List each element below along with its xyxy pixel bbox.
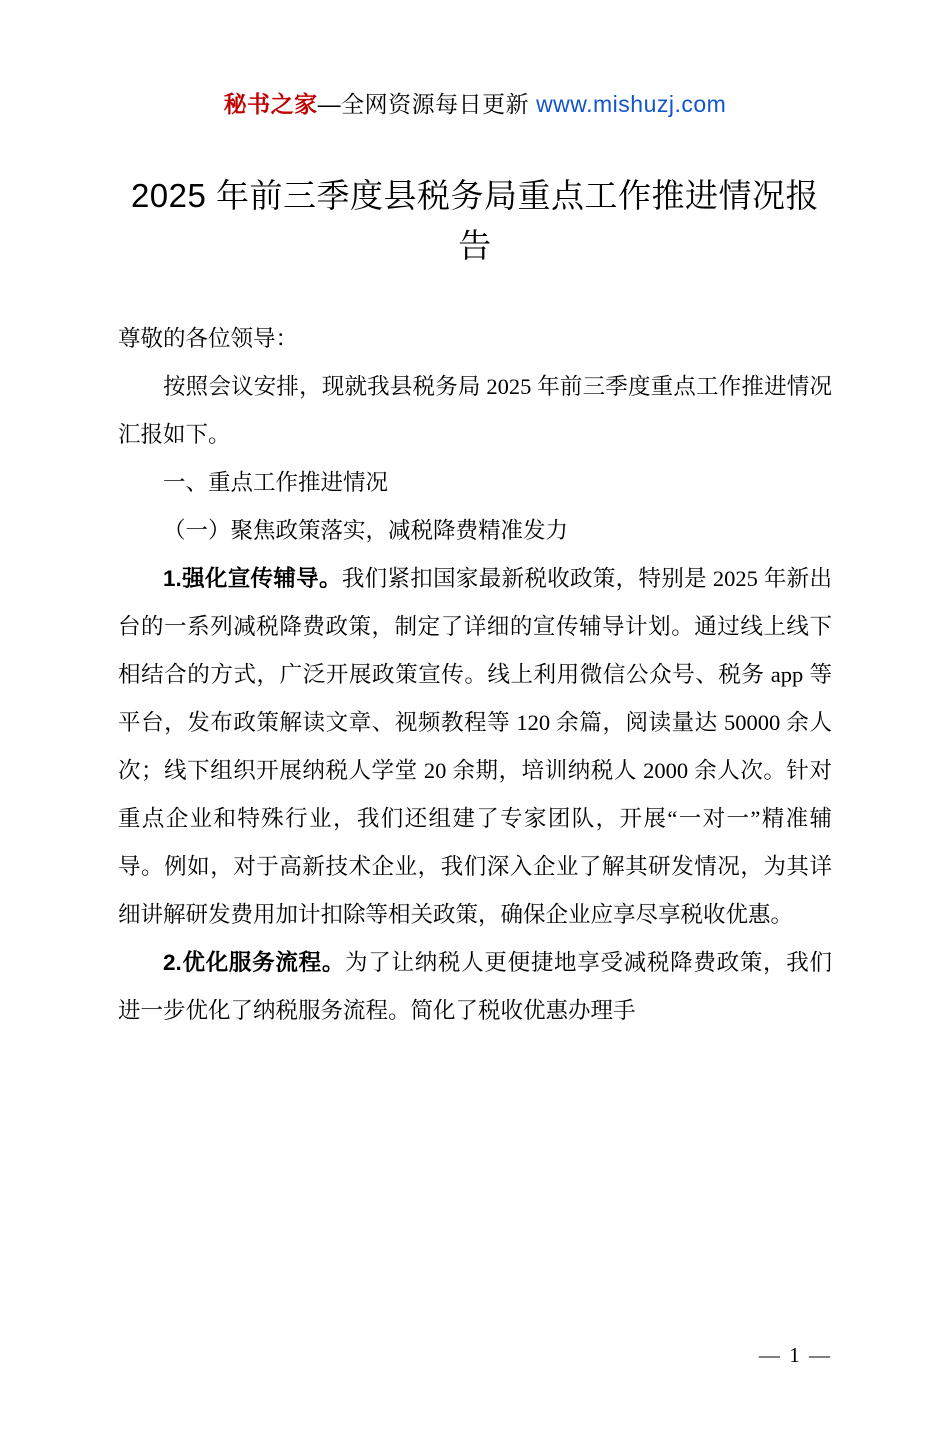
salutation: 尊敬的各位领导： [118, 326, 299, 351]
subsection-heading-1: （一）聚焦政策落实，减税降费精准发力 [163, 518, 569, 543]
document-body [118, 315, 832, 1035]
page-title: 2025 年前三季度县税务局重点工作推进情况报告 [130, 177, 820, 264]
numbered-item-2 [118, 939, 832, 1035]
site-tagline: —全网资源每日更新 [317, 91, 537, 117]
site-url[interactable]: www.mishuzj.com [536, 91, 727, 117]
numbered-item-1-label: 1.强化宣传辅导。 [163, 566, 342, 591]
numbered-item-2-text: 为了让纳税人更便捷地享受减税降费政策，我们进一步优化了纳税服务流程。简化了税收优惠办理手 [118, 950, 832, 1023]
numbered-item-2-label: 2.优化服务流程。 [163, 950, 346, 975]
document-page [0, 86, 950, 1430]
site-brand: 秘书之家 [223, 91, 318, 117]
page-number: — 1 — [759, 1343, 832, 1367]
numbered-item-1 [118, 555, 832, 939]
numbered-item-1-text: 我们紧扣国家最新税收政策，特别是 2025 年新出台的一系列减税降费政策，制定了详细的宣传辅导计划。通过线上线下相结合的方式，广泛开展政策宣传。线上利用微信公众号、税务 app 等平台，发布政策解读文章、视频教程等 120 余篇，阅读量达 50000 余人次；线下组织开展纳税人学堂 20 余期，培训纳税人 2000 余人次。针对重点企业和特殊行业，我们还组建了专家团队，开展“一对一”精准辅导。例如，对于高新技术企业，我们深入企业了解其研发情况，为其详细讲解研发费用加计扣除等相关政策，确保企业应享尽享税收优惠。 [118, 566, 832, 927]
intro-paragraph: 按照会议安排，现就我县税务局 2025 年前三季度重点工作推进情况汇报如下。 [118, 374, 832, 447]
site-banner [118, 86, 832, 119]
section-heading-1: 一、重点工作推进情况 [163, 470, 389, 495]
